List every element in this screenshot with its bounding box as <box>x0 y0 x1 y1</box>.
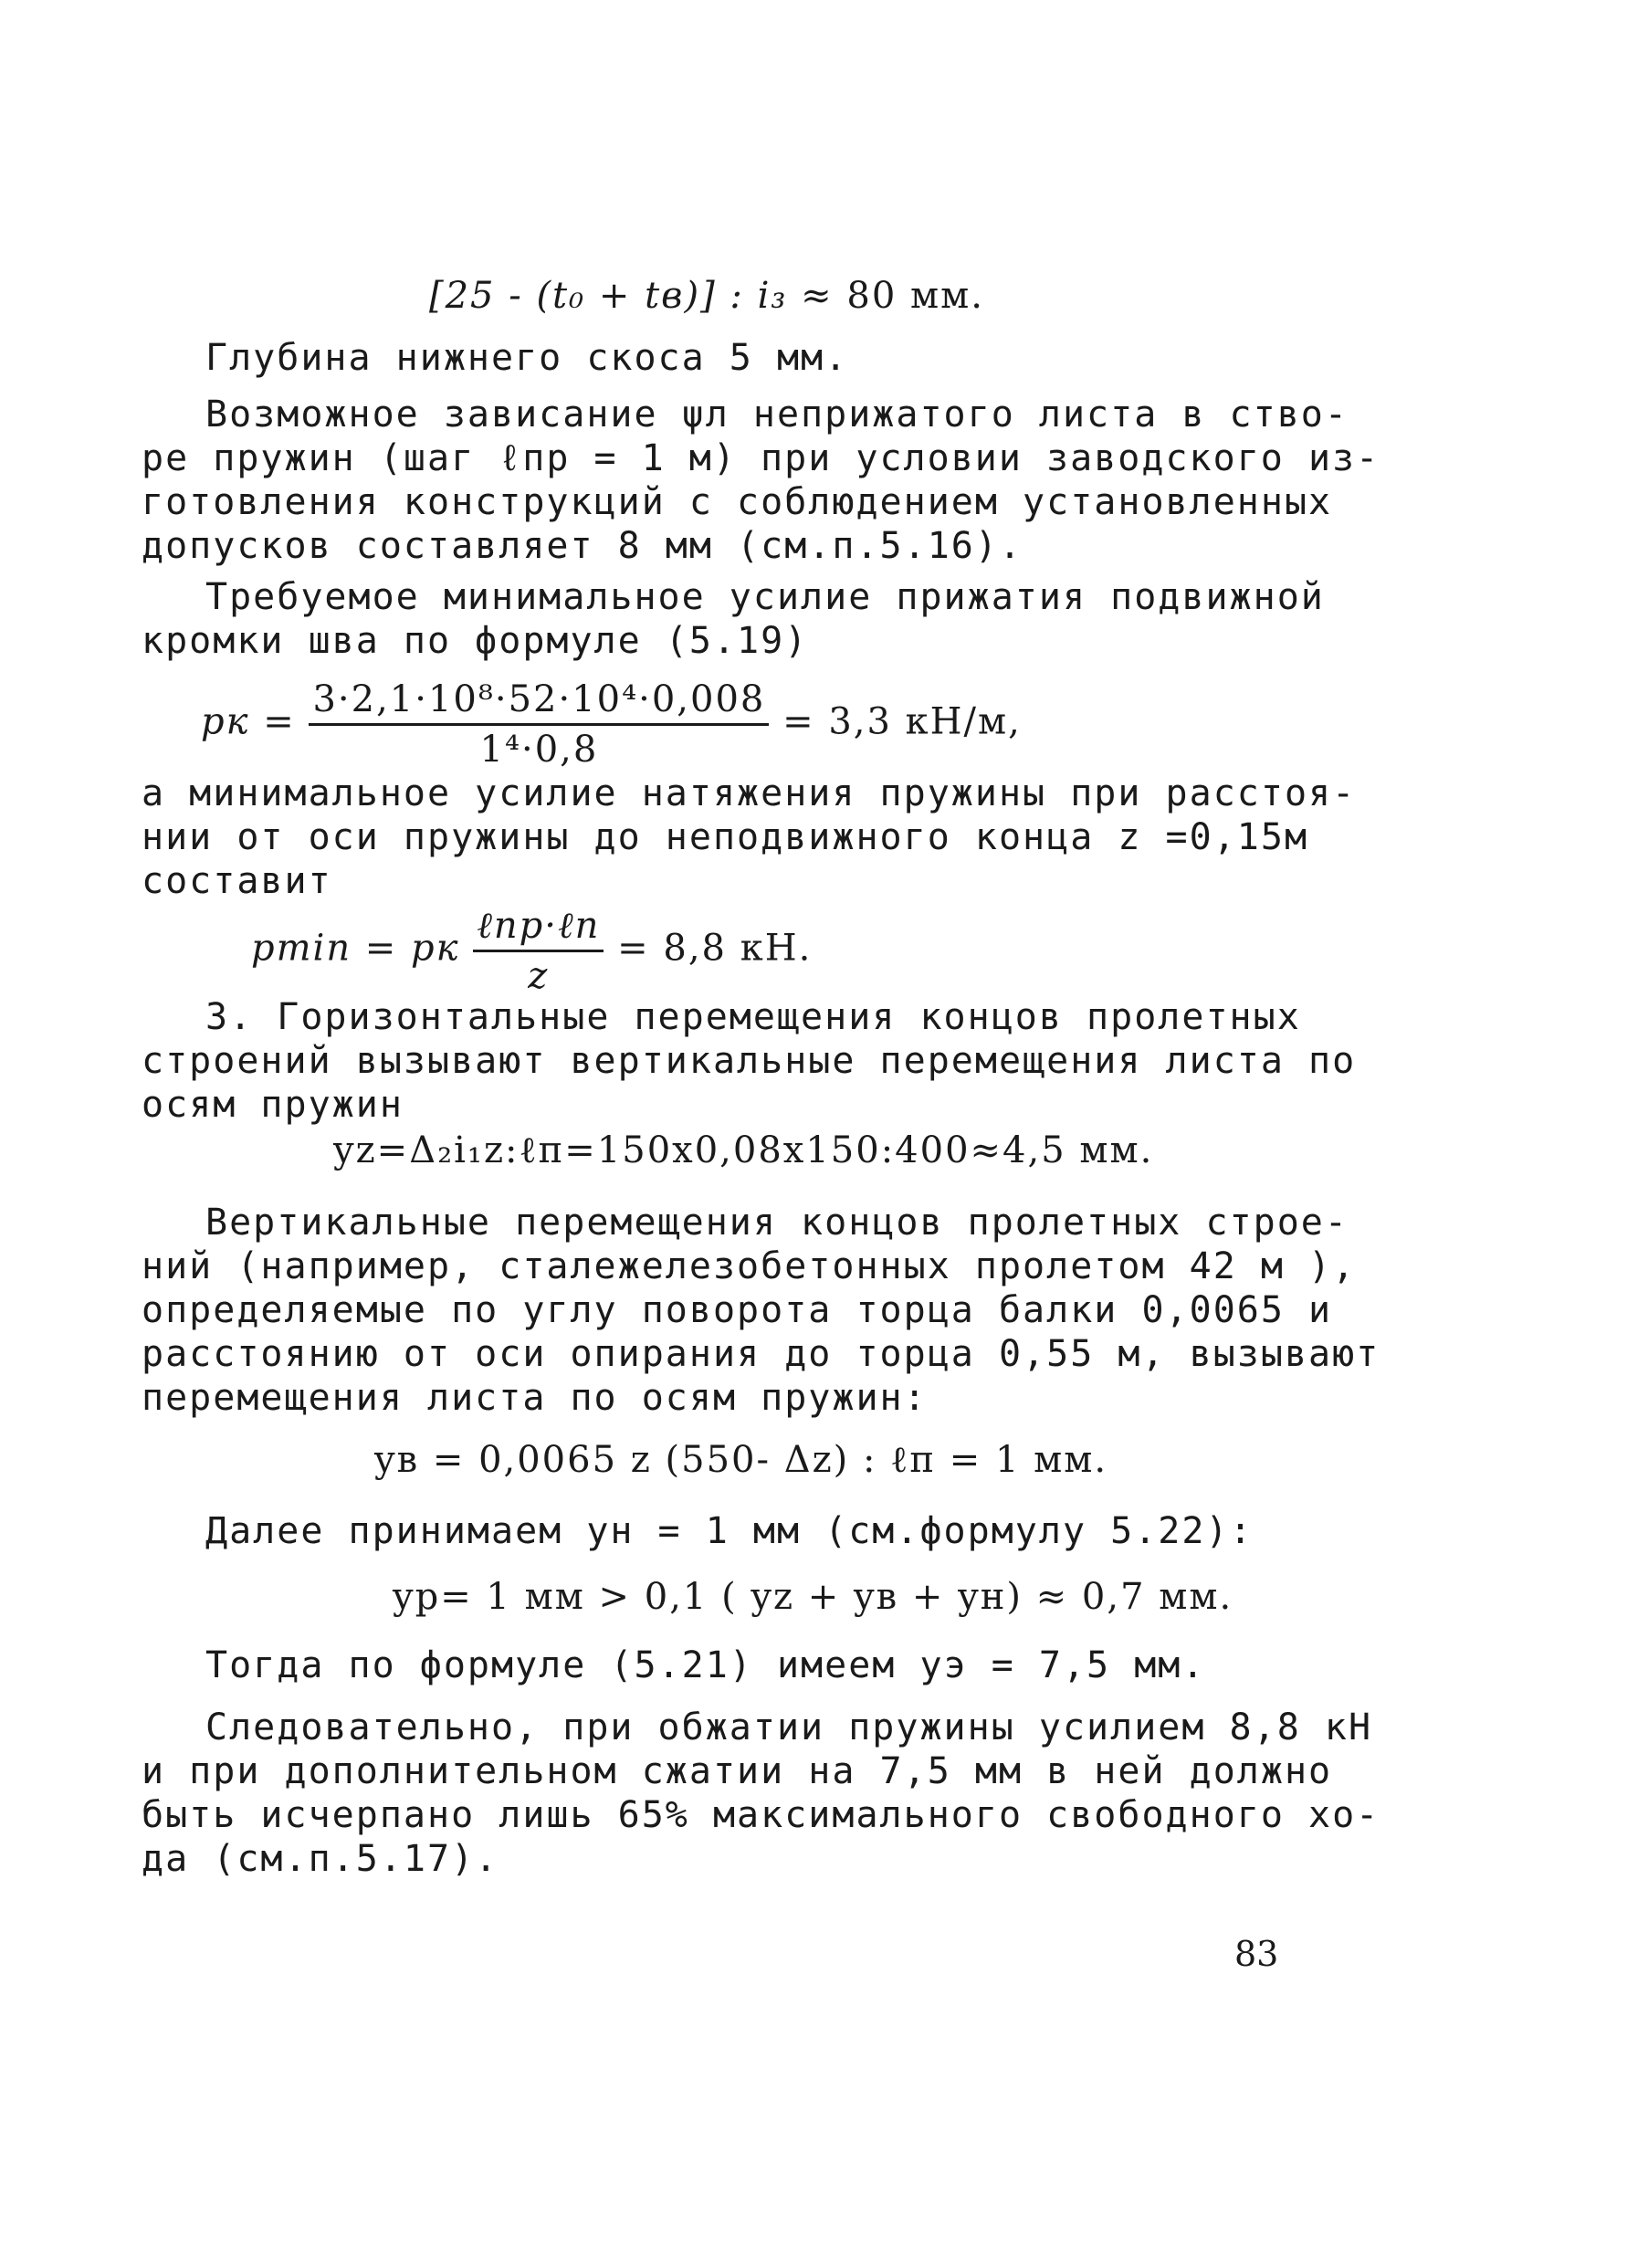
paragraph-ye <box>142 1643 1292 1687</box>
paragraph-min-tension <box>142 772 1357 903</box>
text-line: ре пружин (шаг ℓпр = 1 м) при условии заводского из- <box>142 437 1380 479</box>
formula-yb <box>374 1438 1107 1482</box>
paragraph-required-force <box>142 575 1325 663</box>
text-line: да (см.п.5.17). <box>142 1838 499 1880</box>
formula-yz-text: yz=Δ₂i₁z:ℓп=150x0,08x150:400≈4,5 мм. <box>333 1129 1154 1171</box>
formula-pk-numerator: 3·2,1·10⁸·52·10⁴·0,008 <box>309 677 769 726</box>
text-line: Возможное зависание ψл неприжатого листа в ство- <box>205 394 1349 436</box>
text-line: Далее принимаем yн = 1 мм (см.формулу 5.22): <box>205 1510 1254 1552</box>
text-line: ний (например, сталежелезобетонных пролетом 42 м ), <box>142 1245 1357 1287</box>
text-line: строений вызывают вертикальные перемещения листа по <box>142 1040 1357 1082</box>
page-number: 83 <box>1234 1934 1279 1974</box>
text-line: а минимальное усилие натяжения пружины при расстоя- <box>142 772 1357 814</box>
text-line: кромки шва по формуле (5.19) <box>142 620 809 662</box>
formula-pk-denominator: 1⁴·0,8 <box>479 729 599 771</box>
text-line: Требуемое минимальное усилие прижатия подвижной <box>205 576 1325 618</box>
paragraph-lower-bevel <box>142 336 1292 380</box>
formula-yp <box>393 1575 1233 1619</box>
formula-yz <box>333 1129 1153 1172</box>
paragraph-sheet-sag <box>142 393 1380 568</box>
formula-pmin <box>251 904 812 998</box>
text-line: Вертикальные перемещения концов пролетных строе- <box>205 1202 1349 1244</box>
text-line: перемещения листа по осям пружин: <box>142 1377 928 1419</box>
text-line: расстоянию от оси опирания до торца 0,55 м, вызывают <box>142 1333 1380 1375</box>
text-line: 3. Горизонтальные перемещения концов пролетных <box>205 996 1301 1038</box>
text-line: быть исчерпано лишь 65% максимального свободного хо- <box>142 1794 1380 1836</box>
paragraph-vertical-displacement <box>142 1201 1380 1420</box>
text-line: нии от оси пружины до неподвижного конца z =0,15м <box>142 816 1309 858</box>
formula-pmin-denominator: z <box>528 955 550 997</box>
text-line: осям пружин <box>142 1084 404 1126</box>
paragraph-yn <box>142 1509 1292 1553</box>
formula-top-rhs: ≈ 80 мм. <box>801 275 984 317</box>
text-line: Следовательно, при обжатии пружины усилием 8,8 кН <box>205 1706 1373 1748</box>
formula-yb-text: yв = 0,0065 z (550- Δz) : ℓп = 1 мм. <box>374 1439 1108 1481</box>
text-line: готовления конструкций с соблюдением установленных <box>142 481 1333 523</box>
text-line: и при дополнительном сжатии на 7,5 мм в ней должно <box>142 1750 1333 1792</box>
text-line: Тогда по формуле (5.21) имеем yэ = 7,5 мм. <box>205 1644 1206 1686</box>
formula-pk-lhs: pк = <box>201 700 296 743</box>
text-line: составит <box>142 860 332 902</box>
formula-top-lhs: [25 - (t₀ + tв)] : i₃ <box>429 275 788 317</box>
formula-top <box>429 274 984 318</box>
text-line: Глубина нижнего скоса 5 мм. <box>205 337 849 379</box>
paragraph-horizontal-displacement <box>142 995 1357 1127</box>
formula-yp-text: yр= 1 мм > 0,1 ( yz + yв + yн) ≈ 0,7 мм. <box>393 1576 1233 1618</box>
text-line: допусков составляет 8 мм (см.п.5.16). <box>142 525 1023 567</box>
formula-pmin-numerator: ℓпр·ℓп <box>473 904 604 952</box>
formula-pk-rhs: = 3,3 кН/м, <box>782 700 1022 743</box>
formula-pmin-fraction <box>473 904 604 998</box>
formula-pk <box>201 677 1022 772</box>
formula-pmin-lhs: pmin = pк <box>251 927 460 970</box>
text-line: определяемые по углу поворота торца балки 0,0065 и <box>142 1289 1333 1331</box>
paragraph-conclusion <box>142 1706 1380 1881</box>
formula-pmin-rhs: = 8,8 кН. <box>617 927 813 970</box>
formula-pk-fraction <box>309 677 769 772</box>
